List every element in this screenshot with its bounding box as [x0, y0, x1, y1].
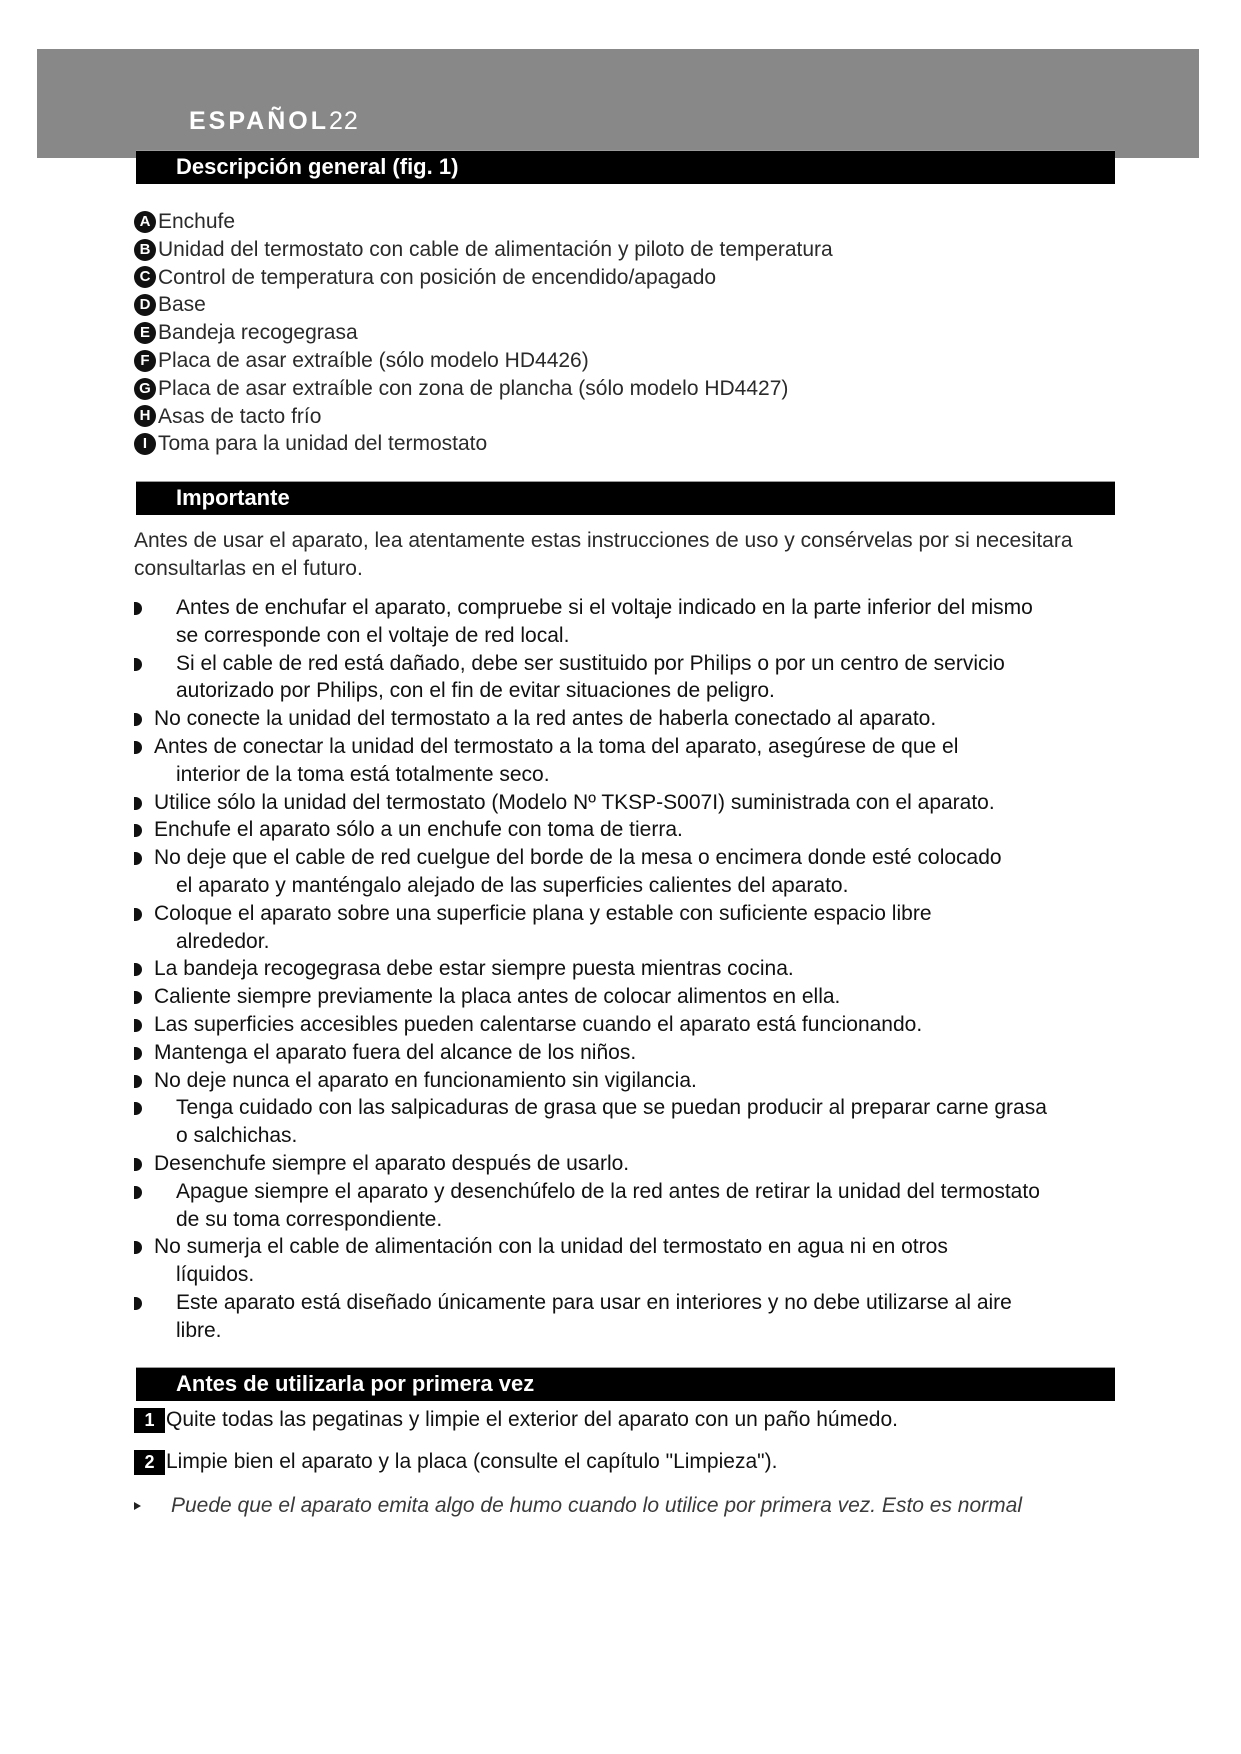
part-letter-badge: I [134, 433, 156, 455]
step-number: 2 [134, 1450, 165, 1475]
list-item: Antes de conectar la unidad del termostato a la toma del aparato, asegúrese de que el interior de la toma está totalmente seco. [134, 733, 1124, 789]
note-arrow-icon [134, 1502, 141, 1510]
list-item: No deje nunca el aparato en funcionamiento sin vigilancia. [134, 1067, 1124, 1095]
bullet-icon [134, 602, 142, 615]
part-letter-badge: E [134, 322, 156, 344]
part-letter-badge: C [134, 266, 156, 288]
steps-list [134, 1407, 898, 1491]
language-header: ESPAÑOL22 [189, 107, 359, 135]
important-intro: Antes de usar el aparato, lea atentamente estas instrucciones de uso y consérvelas por si necesitara consultarlas en el futuro. [134, 529, 1073, 580]
bullet-icon [134, 908, 142, 921]
part-letter-badge: A [134, 211, 156, 233]
section-important-title: Importante [176, 485, 290, 510]
header-band [37, 49, 1199, 158]
bullet-icon [134, 1241, 142, 1254]
list-item: No conecte la unidad del termostato a la red antes de haberla conectado al aparato. [134, 705, 1124, 733]
part-letter-badge: G [134, 378, 156, 400]
step-number: 1 [134, 1408, 165, 1433]
list-item: H Asas de tacto frío [134, 403, 833, 431]
parts-list [134, 208, 833, 458]
section-first-use-title: Antes de utilizarla por primera vez [176, 1371, 535, 1396]
list-item: F Placa de asar extraíble (sólo modelo HD4426) [134, 347, 833, 375]
bullet-icon [134, 1186, 142, 1199]
list-item: Si el cable de red está dañado, debe ser sustituido por Philips o por un centro de servicio autorizado por Philips, con el fin de evitar situaciones de peligro. [134, 650, 1124, 706]
section-overview-bar [136, 150, 1115, 184]
list-item: La bandeja recogegrasa debe estar siempre puesta mientras cocina. [134, 955, 1124, 983]
bullet-icon [134, 991, 142, 1004]
first-use-note: Puede que el aparato emita algo de humo cuando lo utilice por primera vez. Esto es normal [134, 1494, 1022, 1518]
list-item: Las superficies accesibles pueden calentarse cuando el aparato está funcionando. [134, 1011, 1124, 1039]
list-item: E Bandeja recogegrasa [134, 319, 833, 347]
section-overview-title: Descripción general (fig. 1) [176, 154, 459, 179]
list-item: Tenga cuidado con las salpicaduras de grasa que se puedan producir al preparar carne grasa o salchichas. [134, 1094, 1124, 1150]
list-item: Mantenga el aparato fuera del alcance de los niños. [134, 1039, 1124, 1067]
section-first-use-bar [136, 1367, 1115, 1401]
list-item: No deje que el cable de red cuelgue del borde de la mesa o encimera donde esté colocado el aparato y manténgalo alejado de las superficies calientes del aparato. [134, 844, 1124, 900]
list-item: 2 Limpie bien el aparato y la placa (consulte el capítulo "Limpieza"). [134, 1449, 898, 1475]
list-item: A Enchufe [134, 208, 833, 236]
part-letter-badge: H [134, 405, 156, 427]
bullet-icon [134, 1075, 142, 1088]
bullet-icon [134, 1102, 142, 1115]
list-item: Coloque el aparato sobre una superficie plana y estable con suficiente espacio libre alrededor. [134, 900, 1124, 956]
list-item: No sumerja el cable de alimentación con la unidad del termostato en agua ni en otros líquidos. [134, 1233, 1124, 1289]
bullet-icon [134, 741, 142, 754]
bullet-icon [134, 797, 142, 810]
bullet-icon [134, 824, 142, 837]
part-letter-badge: F [134, 350, 156, 372]
bullet-icon [134, 963, 142, 976]
list-item: Enchufe el aparato sólo a un enchufe con toma de tierra. [134, 816, 1124, 844]
list-item: Desenchufe siempre el aparato después de usarlo. [134, 1150, 1124, 1178]
list-item: Antes de enchufar el aparato, compruebe si el voltaje indicado en la parte inferior del mismo se corresponde con el voltaje de red local. [134, 594, 1124, 650]
page-number: 22 [329, 107, 359, 135]
list-item: D Base [134, 291, 833, 319]
part-letter-badge: B [134, 239, 156, 261]
bullet-icon [134, 713, 142, 726]
list-item: Caliente siempre previamente la placa antes de colocar alimentos en ella. [134, 983, 1124, 1011]
list-item: Utilice sólo la unidad del termostato (Modelo Nº TKSP-S007I) suministrada con el aparato. [134, 789, 1124, 817]
part-letter-badge: D [134, 294, 156, 316]
bullet-icon [134, 658, 142, 671]
bullet-icon [134, 852, 142, 865]
list-item: 1 Quite todas las pegatinas y limpie el exterior del aparato con un paño húmedo. [134, 1407, 898, 1433]
bullet-icon [134, 1047, 142, 1060]
bullet-icon [134, 1019, 142, 1032]
bullet-icon [134, 1158, 142, 1171]
list-item: B Unidad del termostato con cable de alimentación y piloto de temperatura [134, 236, 833, 264]
bullet-icon [134, 1297, 142, 1310]
list-item: C Control de temperatura con posición de encendido/apagado [134, 264, 833, 292]
warnings-list [134, 594, 1124, 1345]
list-item: Apague siempre el aparato y desenchúfelo de la red antes de retirar la unidad del termostato de su toma correspondiente. [134, 1178, 1124, 1234]
list-item: Este aparato está diseñado únicamente para usar en interiores y no debe utilizarse al aire libre. [134, 1289, 1124, 1345]
list-item: I Toma para la unidad del termostato [134, 430, 833, 458]
section-important-bar [136, 481, 1115, 515]
list-item: G Placa de asar extraíble con zona de plancha (sólo modelo HD4427) [134, 375, 833, 403]
